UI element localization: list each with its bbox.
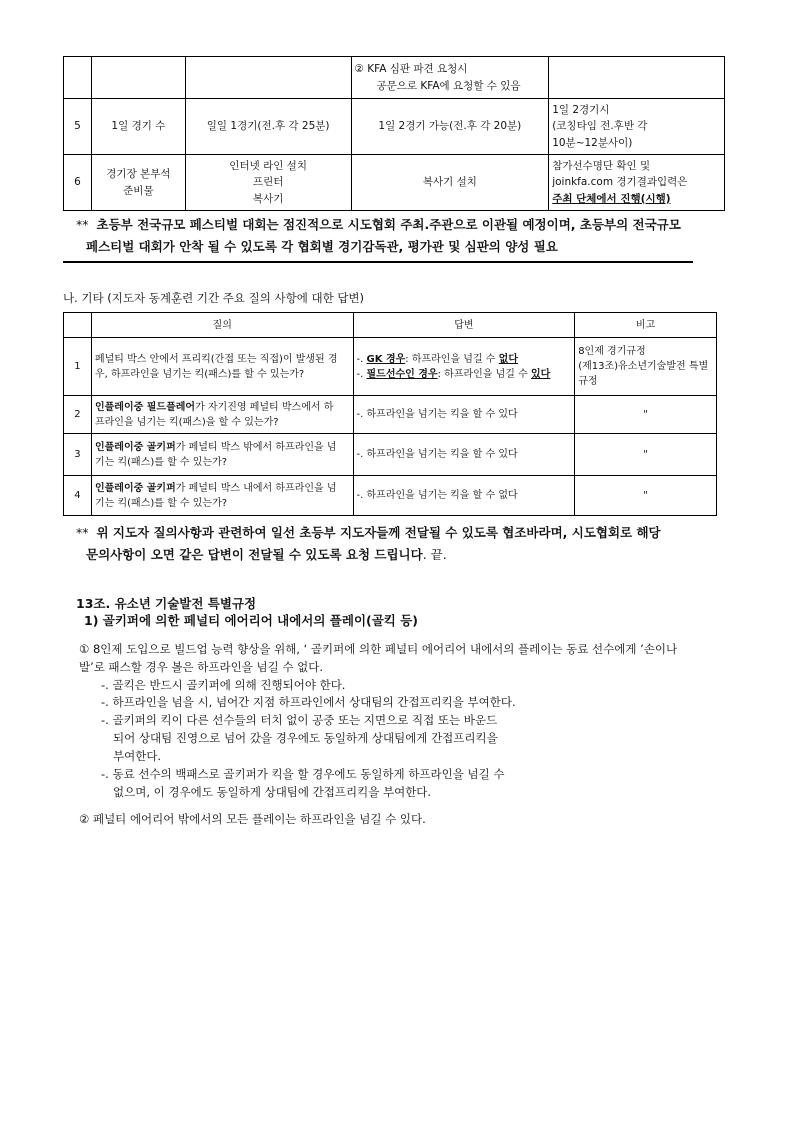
cell-text: joinkfa.com 경기결과입력은 (552, 176, 688, 189)
note-cell: " (575, 396, 717, 434)
note-cell (575, 338, 717, 396)
cell-text: 페널티 박스 안에서 프리킥(간접 또는 직접)이 발생된 경 (94, 353, 338, 365)
note-end: . 끝. (422, 546, 447, 562)
question-cell (91, 476, 353, 516)
paragraph: ② 페널티 에어리어 밖에서의 모든 플레이는 하프라인을 넘길 수 있다. (79, 812, 426, 827)
table-row (64, 57, 725, 99)
note-mark: ** (76, 217, 89, 232)
row-number: 2 (64, 396, 92, 434)
table-cell (549, 57, 725, 99)
note-line (76, 522, 756, 544)
table-cell: 복사기 설치 (351, 155, 549, 211)
answer-key: GK 경우 (366, 353, 406, 365)
note-line (76, 544, 756, 566)
row-number: 1 (64, 338, 92, 396)
answer-cell (353, 338, 575, 396)
answer-cell: -. 하프라인을 넘기는 킥을 할 수 있다 (353, 396, 575, 434)
answer-end: 있다 (531, 368, 551, 380)
note-cell: " (575, 434, 717, 476)
qa-table (63, 312, 717, 516)
answer-text: : 하프라인을 넘길 수 (437, 368, 531, 380)
header-answer: 답변 (353, 313, 575, 338)
row-number: 4 (64, 476, 92, 516)
regulation-table (63, 56, 725, 211)
cell-text: 기는 킥(패스)를 할 수 있는가? (94, 456, 228, 468)
table-cell (185, 57, 351, 99)
header-cell (64, 313, 92, 338)
table-cell (549, 99, 725, 155)
cell-text (95, 440, 350, 455)
question-key: 인플레이중 골키퍼 (94, 482, 176, 494)
cell-text: 인터넷 라인 설치 (229, 160, 307, 173)
cell-text: 경기장 본부석 (106, 168, 171, 181)
cell-text: 프라인을 넘기는 킥(패스)을 할 수 있는가? (94, 416, 279, 428)
cell-text: (코칭타임 전.후반 각 (552, 120, 648, 133)
list-item: 되어 상대팀 진영으로 넘어 갔을 경우에도 동일하게 상대팀에게 간접프리킥을 (113, 731, 498, 746)
header-question: 질의 (91, 313, 353, 338)
table-row (64, 396, 717, 434)
cell-text: 참가선수명단 확인 및 (552, 160, 651, 173)
cell-text: 기는 킥(패스)를 할 수 있는가? (94, 497, 228, 509)
table-cell (185, 155, 351, 211)
table-cell (351, 57, 549, 99)
answer-text: : 하프라인을 넘길 수 (405, 353, 499, 365)
note-mark: ** (76, 525, 89, 540)
list-item: 부여한다. (113, 748, 162, 763)
row-number: 3 (64, 434, 92, 476)
header-note: 비고 (575, 313, 717, 338)
question-cell (91, 434, 353, 476)
cell-text: (제13조)유소년기술발전 특별 (578, 361, 709, 372)
cell-text: ② KFA 심판 파견 요청시 (354, 63, 468, 76)
table-header-row (64, 313, 717, 338)
row-number: 5 (64, 99, 92, 155)
table-row (64, 99, 725, 155)
cell-text: 복사기 (252, 192, 284, 205)
table-cell: 일일 1경기(전.후 각 25분) (185, 99, 351, 155)
cell-text: 8인제 경기규정 (578, 346, 646, 357)
note-coaches (76, 522, 756, 566)
cell-text: 준비물 (123, 184, 154, 197)
answer-line (357, 367, 572, 382)
cell-text: 우, 하프라인을 넘기는 킥(패스)를 할 수 있는가? (94, 368, 305, 380)
article-subtitle: 1) 골키퍼에 의한 페널티 에어리어 내에서의 플레이(골킥 등) (84, 613, 419, 628)
row-number: 6 (64, 155, 92, 211)
question-cell (91, 338, 353, 396)
list-item: -. 골키퍼의 킥이 다른 선수들의 터치 없이 공중 또는 지면으로 직접 또는 바운드 (101, 713, 498, 728)
answer-key: 필드선수인 경우 (366, 368, 438, 380)
question-key: 인플레이중 골키퍼 (94, 441, 176, 453)
cell-text: 1일 2경기시 (552, 104, 610, 117)
question-text: 가 페널티 박스 내에서 하프라인을 넘 (175, 482, 337, 494)
list-item: 없으며, 이 경우에도 동일하게 상대팀에 간접프리킥을 부여한다. (113, 784, 432, 799)
cell-text: 10분~12분사이) (552, 136, 633, 149)
note-text: 초등부 전국규모 페스티벌 대회는 점진적으로 시도협회 주최.주관으로 이관될 예정이며, 초등부의 전국규모 (96, 217, 681, 232)
divider (63, 261, 693, 263)
answer-prefix: -. (356, 353, 367, 365)
cell-text: 주최 단체에서 진행(시행) (552, 192, 671, 205)
paragraph: 발’로 패스할 경우 볼은 하프라인을 넘길 수 없다. (79, 659, 323, 674)
list-item: -. 동료 선수의 백패스로 골키퍼가 킥을 할 경우에도 동일하게 하프라인을 넘길 수 (101, 766, 505, 781)
question-cell (91, 396, 353, 434)
table-cell (549, 155, 725, 211)
answer-line (357, 352, 572, 367)
note-text: 문의사항이 오면 같은 답변이 전달될 수 있도록 요청 드립니다 (86, 546, 423, 562)
answer-prefix: -. (356, 368, 367, 380)
answer-cell: -. 하프라인을 넘기는 킥을 할 수 있다 (353, 434, 575, 476)
question-key: 인플레이중 필드플레어 (94, 401, 196, 413)
article-body (63, 641, 753, 829)
table-row (64, 434, 717, 476)
answer-cell: -. 하프라인을 넘기는 킥을 할 수 없다 (353, 476, 575, 516)
section-title: 나. 기타 (지도자 동계훈련 기간 주요 질의 사항에 대한 답변) (63, 291, 365, 305)
cell-text (95, 481, 350, 496)
list-item: -. 골킥은 반드시 골키퍼에 의해 진행되어야 한다. (101, 677, 346, 692)
table-cell (91, 57, 185, 99)
table-cell: 1일 2경기 가능(전.후 각 20분) (351, 99, 549, 155)
table-row (64, 338, 717, 396)
note-cell: " (575, 476, 717, 516)
table-cell (64, 57, 92, 99)
table-row (64, 476, 717, 516)
cell-text: 규정 (578, 376, 598, 387)
table-row (64, 155, 725, 211)
note-text: 위 지도자 질의사항과 관련하여 일선 초등부 지도자들께 전달될 수 있도록 협조바라며, 시도협회로 해당 (96, 525, 661, 540)
cell-text (95, 400, 350, 415)
question-text: 가 자기진영 페널티 박스에서 하 (195, 401, 334, 413)
note-festival (76, 214, 756, 258)
item-cell: 1일 경기 수 (91, 99, 185, 155)
cell-text: 프린터 (252, 176, 284, 189)
paragraph: ① 8인제 도입으로 빌드업 능력 향상을 위해, ‘ 골키퍼에 의한 페널티 에어리어 내에서의 플레이는 동료 선수에게 ’손이나 (79, 642, 678, 656)
answer-end: 없다 (498, 353, 518, 365)
cell-text: 공문으로 KFA에 요청할 수 있음 (376, 79, 521, 92)
article-title: 13조. 유소년 기술발전 특별규정 (76, 596, 257, 611)
note-line: 페스티벌 대회가 안착 될 수 있도록 각 협회별 경기감독관, 평가관 및 심판의 양성 필요 (86, 238, 558, 254)
note-line (76, 214, 756, 236)
item-cell (91, 155, 185, 211)
list-item: -. 하프라인을 넘을 시, 넘어간 지점 하프라인에서 상대팀의 간접프리킥을 부여한다. (101, 695, 516, 710)
question-text: 가 페널티 박스 밖에서 하프라인을 넘 (175, 441, 337, 453)
